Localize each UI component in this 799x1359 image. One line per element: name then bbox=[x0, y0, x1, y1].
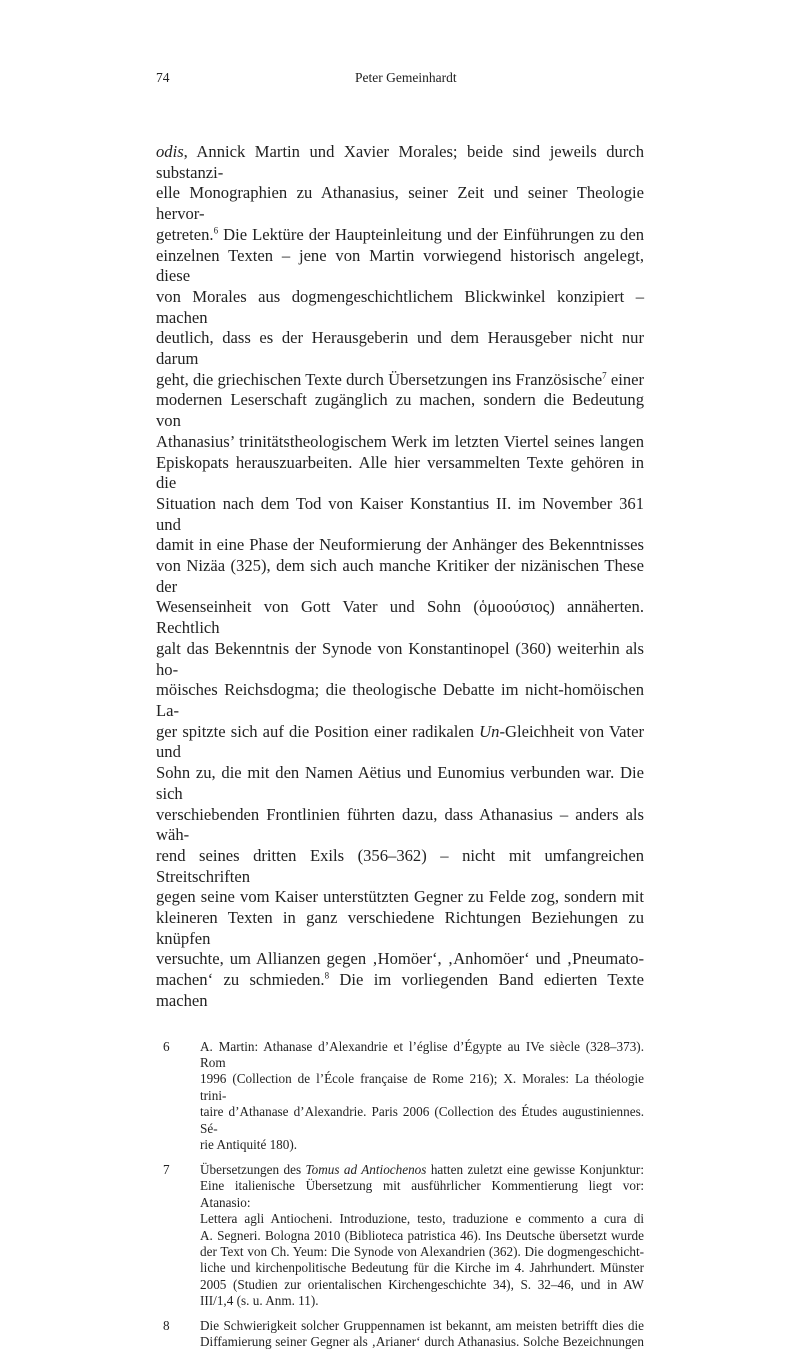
text-segment: möisches Reichsdogma; die theologische Debatte im nicht-homöischen La- bbox=[156, 680, 644, 720]
text-line bbox=[156, 680, 644, 721]
greek-text: ὁμοούσιος bbox=[478, 597, 550, 617]
text-segment: versuchte, um Allianzen gegen ‚Homöer‘, ‚Anhomöer‘ und ‚Pneumato- bbox=[156, 949, 644, 969]
text-line bbox=[156, 453, 644, 494]
text-segment: Athanasius’ trinitätstheologischem Werk im letzten Viertel seines langen bbox=[156, 431, 644, 451]
text-segment: rend seines dritten Exils (356–362) – nicht mit umfangreichen Streitschriften bbox=[156, 845, 644, 886]
text-line bbox=[156, 556, 644, 597]
footnotes bbox=[163, 1039, 644, 1351]
text-segment: der Text von Ch. Yeum: Die Synode von Alexandrien (362). Die dogmengeschicht- bbox=[200, 1243, 644, 1259]
text-segment: kleineren Texten in ganz verschiedene Richtungen Beziehungen zu knüpfen bbox=[156, 908, 644, 948]
footnote-line bbox=[200, 1178, 644, 1211]
text-segment: Die Lektüre der Haupteinleitung und der Einführungen zu den bbox=[218, 224, 644, 244]
running-head: Peter Gemeinhardt bbox=[355, 70, 457, 85]
text-segment: Situation nach dem Tod von Kaiser Konstantius II. im November 361 und bbox=[156, 493, 644, 534]
footnote-line bbox=[200, 1211, 644, 1227]
text-line bbox=[156, 225, 644, 246]
text-line bbox=[156, 970, 644, 1011]
text-segment: taire d’Athanase d’Alexandrie. Paris 2006 (Collection des Études augustiniennes. Sé- bbox=[200, 1104, 644, 1136]
text-segment: III/1,4 (s. u. Anm. 11). bbox=[200, 1293, 319, 1309]
text-line bbox=[156, 535, 644, 556]
text-segment: Übersetzungen des bbox=[200, 1161, 306, 1177]
text-segment: Eine italienische Übersetzung mit ausführlicher Kommentierung liegt vor: Atanasio: bbox=[200, 1178, 644, 1210]
footnote-line bbox=[200, 1137, 644, 1153]
text-segment: rie Antiquité 180). bbox=[200, 1136, 298, 1152]
text-segment: Sohn zu, die mit den Namen Aëtius und Eunomius verbunden war. Die sich bbox=[156, 763, 644, 803]
text-line bbox=[156, 887, 644, 908]
text-line bbox=[156, 183, 644, 224]
text-segment: gegen seine vom Kaiser unterstützten Gegner zu Felde zog, sondern mit bbox=[156, 887, 644, 907]
footnote-line bbox=[200, 1039, 644, 1072]
text-line bbox=[156, 370, 644, 391]
text-segment: einzelnen Texten – jene von Martin vorwiegend historisch angelegt, diese bbox=[156, 245, 644, 286]
text-segment: Die im vorliegenden Band edierten Texte machen bbox=[156, 970, 644, 1010]
italic-text: Un bbox=[479, 721, 500, 741]
text-line bbox=[156, 432, 644, 453]
text-segment: A. Martin: Athanase d’Alexandrie et l’église d’Égypte au IVe siècle (328–373). Rom bbox=[200, 1038, 644, 1070]
footnote-line bbox=[200, 1334, 644, 1350]
text-segment: Die Schwierigkeit solcher Gruppennamen ist bekannt, am meisten betrifft dies die bbox=[200, 1318, 644, 1334]
footnote bbox=[163, 1318, 644, 1351]
footnote-line bbox=[200, 1162, 644, 1178]
footnote-line bbox=[200, 1260, 644, 1276]
text-segment: A. Segneri. Bologna 2010 (Biblioteca patristica 46). Ins Deutsche übersetzt wurde bbox=[200, 1227, 644, 1243]
text-line bbox=[156, 805, 644, 846]
footnote-line bbox=[200, 1104, 644, 1137]
text-line bbox=[156, 597, 644, 638]
footnote-line bbox=[200, 1071, 644, 1104]
text-segment: modernen Leserschaft zugänglich zu machen, sondern die Bedeutung von bbox=[156, 390, 644, 431]
text-segment: Lettera agli Antiocheni. Introduzione, testo, traduzione e commento a cura di bbox=[200, 1211, 644, 1227]
text-segment: geht, die griechischen Texte durch Übersetzungen ins Französische bbox=[156, 369, 603, 389]
text-line bbox=[156, 142, 644, 183]
page-content bbox=[156, 88, 644, 1351]
footnote-reference: 6 bbox=[213, 225, 219, 236]
text-segment: machen‘ zu schmieden. bbox=[156, 970, 325, 990]
text-segment: -Gleichheit von Vater und bbox=[156, 721, 644, 762]
footnote-line bbox=[200, 1228, 644, 1244]
page-number: 74 bbox=[156, 70, 170, 85]
text-segment: elle Monographien zu Athanasius, seiner Zeit und seiner Theologie hervor- bbox=[156, 183, 644, 224]
text-line bbox=[156, 246, 644, 287]
text-line bbox=[156, 722, 644, 763]
text-segment: von Nizäa (325), dem sich auch manche Kritiker der nizänischen These der bbox=[156, 556, 644, 596]
text-segment: ) annäherten. Rechtlich bbox=[156, 597, 644, 638]
text-segment: Wesenseinheit von Gott Vater und Sohn ( bbox=[156, 597, 479, 617]
text-line bbox=[156, 328, 644, 369]
text-segment: liche und kirchenpolitische Bedeutung für die Kirche im 4. Jahrhundert. Münster bbox=[200, 1260, 644, 1276]
text-segment: einer bbox=[606, 369, 645, 389]
text-line bbox=[156, 494, 644, 535]
text-segment: deutlich, dass es der Herausgeberin und dem Herausgeber nicht nur darum bbox=[156, 328, 644, 369]
footnote-number: 7 bbox=[163, 1161, 170, 1177]
text-line bbox=[156, 390, 644, 431]
page-header bbox=[0, 0, 799, 88]
text-segment: getreten. bbox=[156, 224, 214, 244]
text-segment: Episkopats herauszuarbeiten. Alle hier versammelten Texte gehören in die bbox=[156, 452, 644, 493]
text-segment: galt das Bekenntnis der Synode von Konstantinopel (360) weiterhin als ho- bbox=[156, 638, 644, 679]
footnote-line bbox=[200, 1244, 644, 1260]
text-line bbox=[156, 287, 644, 328]
text-line bbox=[156, 908, 644, 949]
text-segment: 1996 (Collection de l’École française de Rome 216); X. Morales: La théologie trini- bbox=[200, 1071, 644, 1103]
text-segment: ger spitzte sich auf die Position einer radikalen bbox=[156, 721, 480, 741]
footnote bbox=[163, 1162, 644, 1310]
text-segment: hatten zuletzt eine gewisse Konjunktur: bbox=[426, 1161, 644, 1177]
footnote-number: 6 bbox=[163, 1038, 170, 1054]
footnote bbox=[163, 1039, 644, 1154]
footnote-line bbox=[200, 1293, 644, 1309]
body-text bbox=[156, 142, 644, 1012]
italic-text: Tomus ad Antiochenos bbox=[305, 1161, 427, 1177]
footnote-number: 8 bbox=[163, 1318, 170, 1334]
text-line bbox=[156, 949, 644, 970]
footnote-line bbox=[200, 1277, 644, 1293]
footnote-reference: 8 bbox=[324, 970, 330, 981]
text-segment: Diffamierung seiner Gegner als ‚Arianer‘ durch Athanasius. Solche Bezeichnungen bbox=[200, 1334, 644, 1350]
text-segment: , Annick Martin und Xavier Morales; beide sind jeweils durch substanzi- bbox=[156, 142, 644, 182]
footnote-reference: 7 bbox=[602, 370, 607, 381]
text-line bbox=[156, 763, 644, 804]
text-segment: verschiebenden Frontlinien führten dazu, dass Athanasius – anders als wäh- bbox=[156, 804, 644, 845]
footnote-line bbox=[200, 1318, 644, 1334]
text-line bbox=[156, 639, 644, 680]
text-line bbox=[156, 846, 644, 887]
text-segment: von Morales aus dogmengeschichtlichem Blickwinkel konzipiert – machen bbox=[156, 286, 644, 327]
text-segment: damit in eine Phase der Neuformierung der Anhänger des Bekenntnisses bbox=[156, 535, 644, 555]
text-segment: 2005 (Studien zur orientalischen Kirchengeschichte 34), S. 32–46, und in AW bbox=[200, 1276, 644, 1292]
italic-text: odis bbox=[156, 142, 184, 161]
